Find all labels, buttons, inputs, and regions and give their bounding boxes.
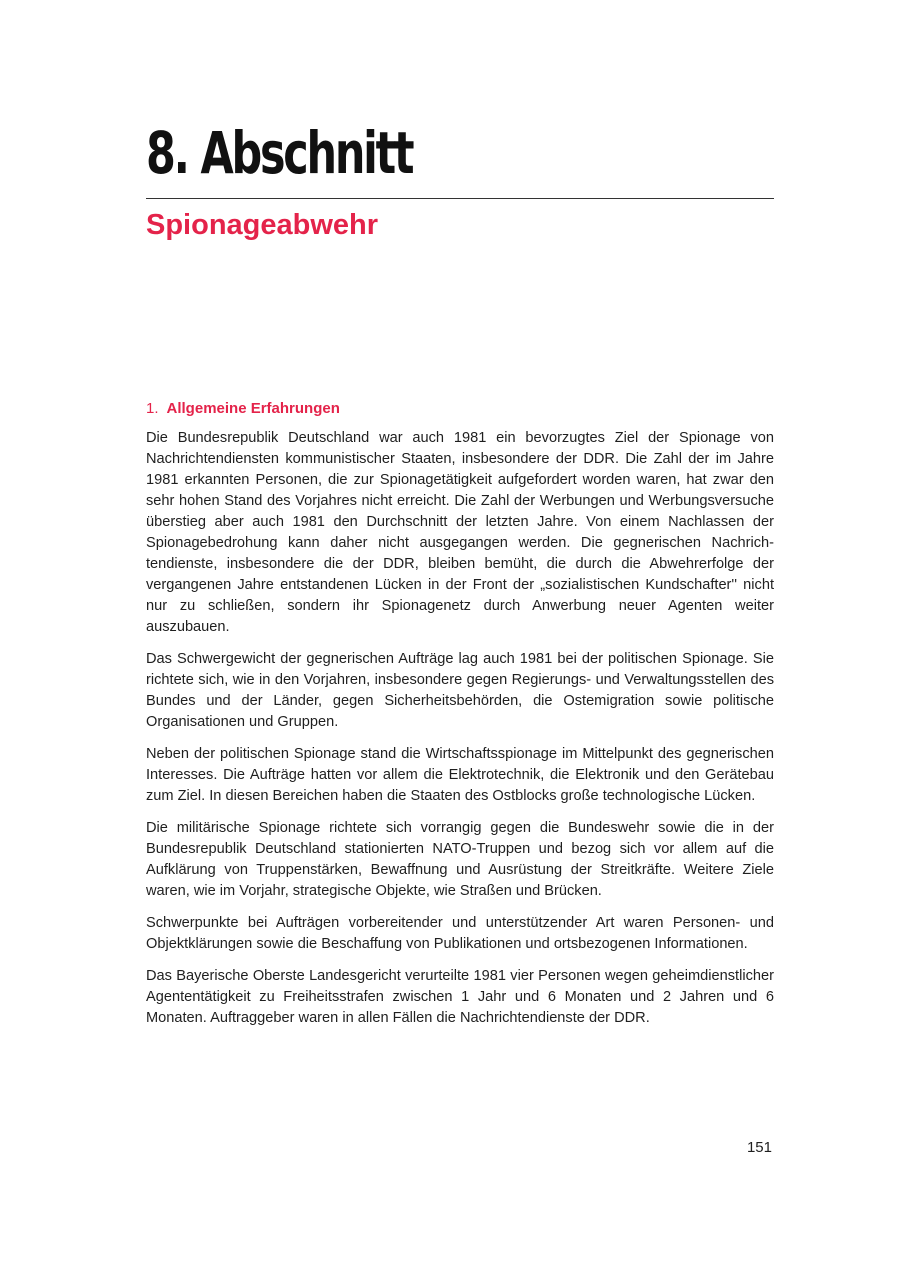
paragraph: Das Bayerische Oberste Landesgericht verurteilte 1981 vier Personen wegen geheimdienstlicher Agententätigkeit zu Freiheitsstrafen zwischen 1 Jahr und 6 Monaten und 2 Jahren und 6 Monaten. Auftraggeber waren in allen Fällen die Nachrichtendienste der DDR.	[146, 968, 774, 1026]
paragraph: Schwerpunkte bei Aufträgen vorbereitender und unterstützender Art waren Personen- und Objektklärungen sowie die Beschaffung von Publikationen und ortsbezogenen Informationen.	[146, 915, 774, 952]
page-number: 151	[746, 1139, 772, 1156]
paragraph: Neben der politischen Spionage stand die Wirtschaftsspionage im Mittelpunkt des gegnerischen Interesses. Die Aufträge hatten vor allem die Elektrotechnik, die Elektronik und den Gerätebau zum Ziel. In diesen Bereichen haben die Staaten des Ostblocks große technologische Lücken.	[146, 746, 774, 804]
title-rule	[146, 198, 774, 199]
section-heading	[146, 398, 340, 420]
section-heading-text: Allgemeine Erfahrungen	[166, 400, 340, 417]
paragraph: Die Bundesrepublik Deutschland war auch 1981 ein bevorzugtes Ziel der Spionage von Nachrichtendiensten kommunistischer Staaten, insbesondere der DDR. Die Zahl der im Jahre 1981 erkannten Personen, die zur Spionagetätigkeit aufgefordert worden waren, hat zwar den sehr hohen Stand des Vorjahres nicht erreicht. Die Zahl der Werbungen und Werbungsversuche überstieg aber auch 1981 den Durchschnitt der letzten Jahre. Von einem Nachlassen der Spionagebedrohung kann daher nicht ausgegangen werden. Die gegnerischen Nachrichtendienste, insbesondere die der DDR, bleiben bemüht, die durch die Abwehrerfolge der vergangenen Jahre entstandenen Lücken in der Front der „sozialistischen Kundschafter'' nicht nur zu schließen, sondern ihr Spionagenetz durch Anwerbung neuer Agenten weiter auszubauen.	[146, 430, 774, 635]
section-number: 1.	[146, 400, 159, 417]
body-text	[146, 428, 774, 1040]
chapter-title: 8. Abschnitt	[146, 119, 413, 187]
paragraph: Das Schwergewicht der gegnerischen Aufträge lag auch 1981 bei der politischen Spionage. Sie richtete sich, wie in den Vorjahren, insbesondere gegen Regierungs- und Verwaltungsstellen des Bundes und der Länder, gegen Sicherheitsbehörden, die Ostemigration sowie politische Organisationen und Gruppen.	[146, 651, 774, 730]
paragraph: Die militärische Spionage richtete sich vorrangig gegen die Bundeswehr sowie die in der Bundesrepublik Deutschland stationierten NATO-Truppen und bezog sich vor allem auf die Aufklärung von Truppenstärken, Bewaffnung und Ausrüstung der Streitkräfte. Weitere Ziele waren, wie im Vorjahr, strategische Objekte, wie Straßen und Brücken.	[146, 820, 774, 899]
chapter-subtitle: Spionageabwehr	[146, 209, 379, 241]
